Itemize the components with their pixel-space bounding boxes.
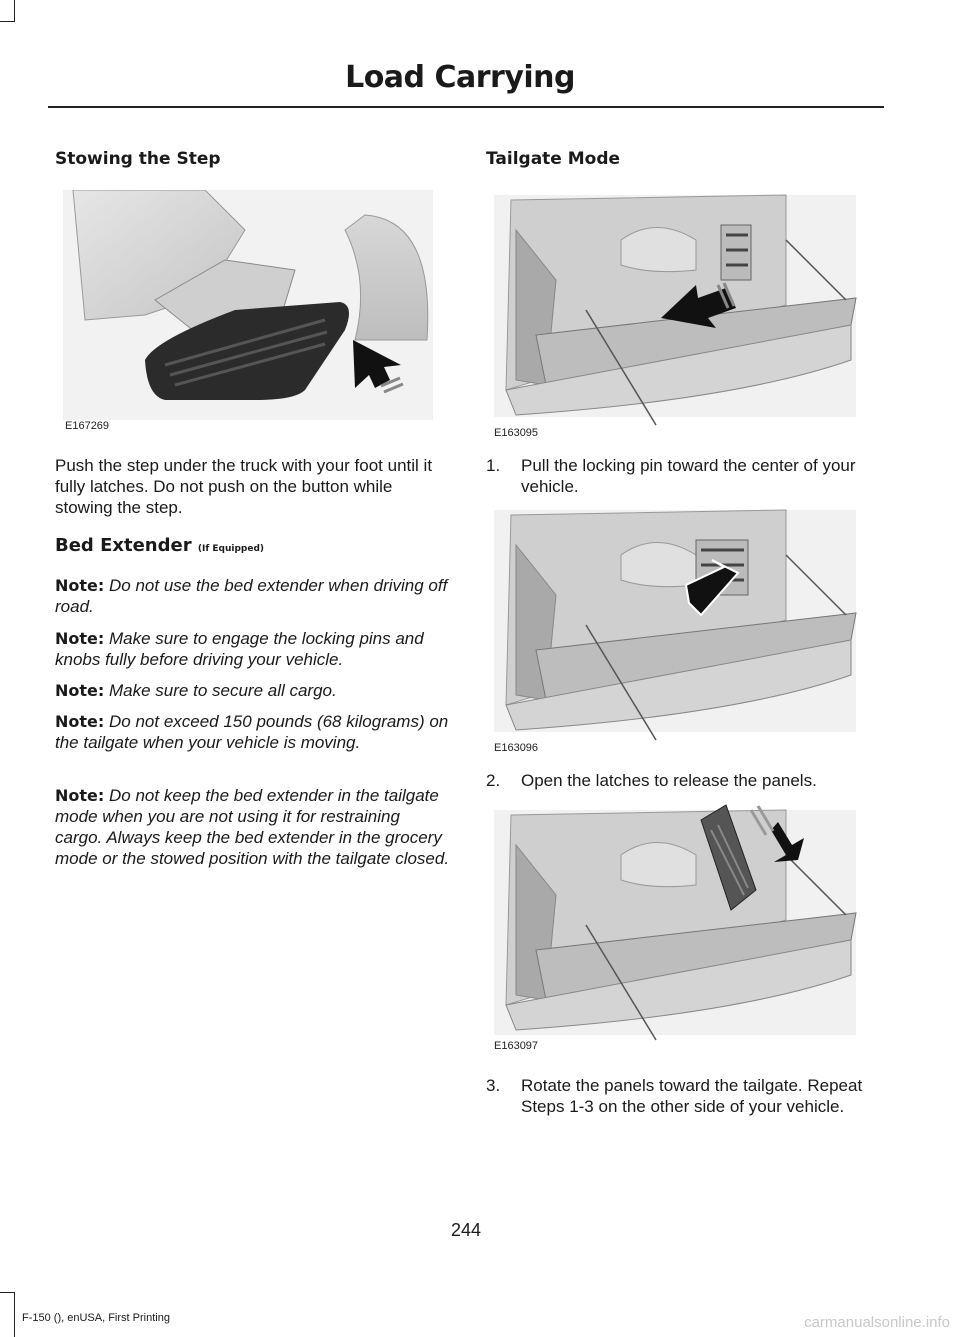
note-label: Note: — [55, 681, 105, 700]
note-secure-cargo — [55, 680, 450, 701]
tailgate-illustration — [486, 190, 886, 440]
step-text: Pull the locking pin toward the center of your vehicle. — [521, 456, 856, 496]
tailgate-illustration — [486, 800, 886, 1058]
step-illustration — [55, 190, 450, 438]
figure-tailgate-latches — [486, 505, 886, 755]
crop-mark — [14, 0, 15, 22]
watermark: carmanualsonline.info — [804, 1314, 950, 1331]
note-label: Note: — [55, 786, 105, 805]
step-1 — [486, 455, 886, 497]
figure-tailgate-panels — [486, 800, 886, 1058]
page-number: 244 — [450, 1220, 482, 1240]
figure-id: E163096 — [494, 742, 539, 754]
note-tailgate-mode — [55, 785, 450, 869]
step-number: 1. — [486, 456, 501, 475]
note-label: Note: — [55, 712, 105, 731]
figure-step-stowing — [55, 190, 450, 438]
heading-stowing-step: Stowing the Step — [55, 149, 221, 169]
tailgate-illustration — [486, 505, 886, 755]
crop-mark — [0, 1292, 14, 1293]
step-3 — [486, 1075, 886, 1117]
note-text: Do not exceed 150 pounds (68 kilograms) on the tailgate when your vehicle is moving. — [55, 712, 449, 752]
heading-bed-extender — [55, 535, 264, 556]
figure-id: E163097 — [494, 1040, 539, 1052]
note-locking-pins — [55, 628, 450, 670]
document-info: F-150 (), enUSA, First Printing — [22, 1312, 170, 1324]
note-text: Do not keep the bed extender in the tailgate mode when you are not using it for restraining cargo. Always keep the bed extender in the grocery mode or the stowed position with the tailgate closed. — [55, 786, 450, 868]
note-off-road — [55, 575, 450, 617]
stow-instructions: Push the step under the truck with your foot until it fully latches. Do not push on the button while stowing the step. — [55, 456, 433, 517]
note-weight-limit — [55, 711, 450, 753]
figure-tailgate-pin — [486, 190, 886, 440]
crop-mark — [14, 1292, 15, 1337]
page-title: Load Carrying — [345, 60, 575, 95]
note-label: Note: — [55, 576, 105, 595]
figure-id: E167269 — [65, 420, 110, 432]
note-text: Make sure to secure all cargo. — [104, 681, 337, 700]
step-number: 2. — [486, 771, 501, 790]
heading-bed-extender-text: Bed Extender — [55, 535, 192, 556]
step-2 — [486, 770, 886, 791]
figure-id: E163095 — [494, 427, 539, 439]
heading-tailgate-mode: Tailgate Mode — [486, 149, 621, 169]
if-equipped-label: (If Equipped) — [197, 544, 265, 554]
note-text: Do not use the bed extender when driving off road. — [55, 576, 448, 616]
note-label: Note: — [55, 629, 105, 648]
header-rule — [48, 106, 884, 108]
step-number: 3. — [486, 1076, 501, 1095]
crop-mark — [0, 21, 14, 22]
step-text: Rotate the panels toward the tailgate. Repeat Steps 1-3 on the other side of your vehicle. — [521, 1076, 863, 1116]
step-text: Open the latches to release the panels. — [521, 771, 817, 790]
note-text: Make sure to engage the locking pins and knobs fully before driving your vehicle. — [55, 629, 424, 669]
